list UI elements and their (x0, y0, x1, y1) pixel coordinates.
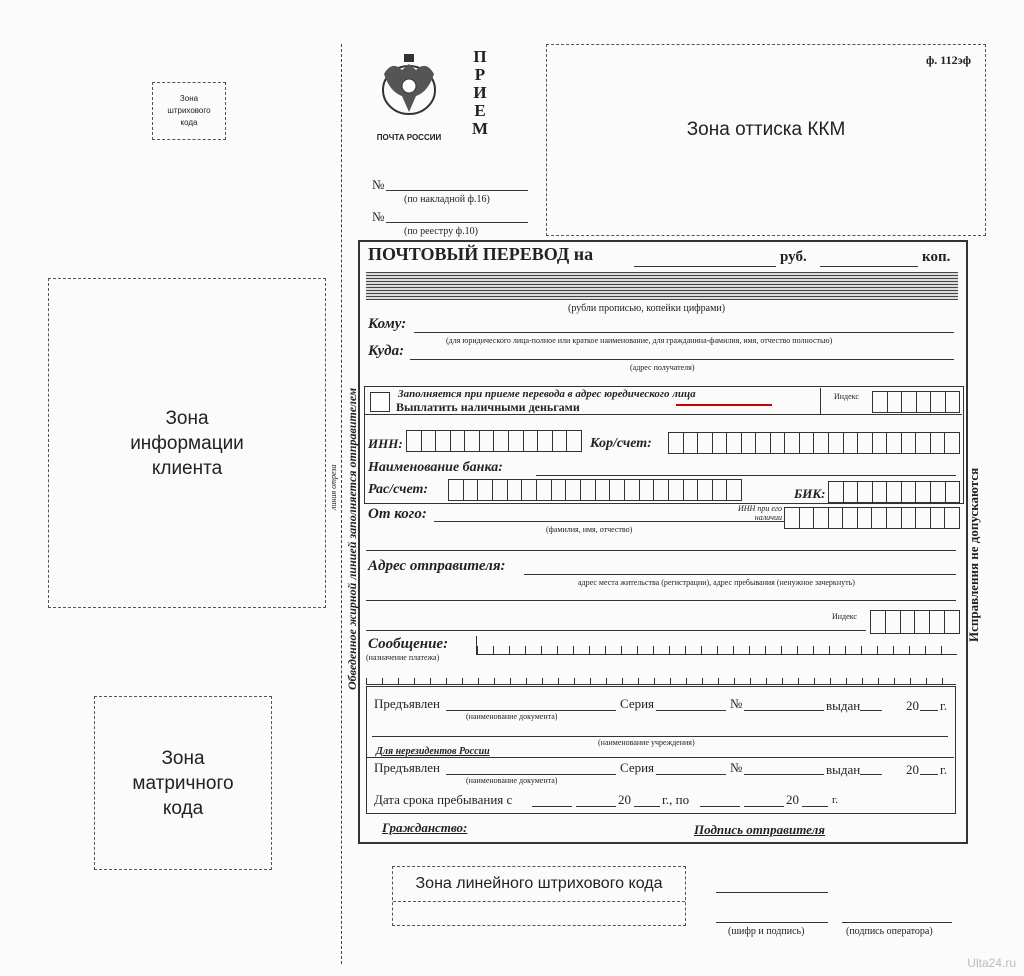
logo-text: ПОЧТА РОССИИ (376, 133, 442, 142)
rasschet-cells[interactable] (448, 479, 742, 501)
where-label: Куда: (368, 343, 405, 359)
matrix-code-zone-label: Зона матричного кода (132, 747, 234, 819)
index-cells-2[interactable] (870, 610, 960, 634)
rasschet-label: Рас/счет: (368, 482, 429, 497)
linear-barcode-zone-label: Зона линейного штрихового кода (415, 875, 663, 892)
stay-year-prefix: 20 (618, 792, 631, 807)
bik-label: БИК: (794, 486, 826, 501)
form-code: ф. 112эф (925, 53, 971, 67)
to-caption: (для юридического лица-полное или краткое наименование, для гражданина-фамилия, имя, отчество полностью) (446, 336, 833, 345)
message-label: Сообщение: (368, 636, 449, 652)
post-logo (376, 52, 442, 142)
year-suffix-2: г. (940, 762, 948, 777)
institution-caption: (наименование учреждения) (598, 738, 695, 747)
number-nakladnaya: № (372, 177, 385, 192)
message-caption: (назначение платежа) (366, 653, 440, 662)
sender-addr-label: Адрес отправителя: (368, 558, 506, 574)
form-title: ПОЧТОВЫЙ ПЕРЕВОД на (368, 244, 594, 264)
index-label: Индекс (834, 392, 859, 401)
amount-words-field[interactable] (366, 272, 958, 300)
cash-checkbox[interactable] (370, 392, 390, 412)
presented-label: Предъявлен (374, 696, 440, 711)
client-info-zone-label: Зона информации клиента (130, 407, 244, 479)
number-reestr: № (372, 209, 385, 224)
amount-caption: (рубли прописью, копейки цифрами) (568, 303, 726, 314)
priem-vertical: П Р И Е М (472, 47, 489, 138)
doc-caption: (наименование документа) (466, 712, 558, 721)
issued-label-2: выдан (826, 762, 861, 777)
no-corrections-text: Исправления не допускаются (966, 467, 981, 642)
matrix-code-zone (94, 696, 272, 870)
stay-period-label: Дата срока пребывания с (374, 792, 513, 807)
stay-year-suffix: г. (832, 794, 839, 806)
inn-label: ИНН: (368, 436, 403, 451)
citizenship-label: Гражданство: (382, 820, 468, 835)
year-prefix: 20 (906, 698, 919, 713)
issued-label: выдан (826, 698, 861, 713)
client-info-zone (48, 278, 326, 608)
to-label: Кому: (368, 316, 407, 332)
from-label: От кого: (368, 506, 427, 522)
number-label-2: № (730, 760, 743, 775)
reestr-caption: (по реестру ф.10) (404, 226, 478, 237)
korschet-cells[interactable] (668, 432, 960, 454)
bik-cells[interactable] (828, 481, 960, 503)
message-ruler[interactable] (476, 636, 957, 655)
linear-barcode-zone (392, 866, 686, 926)
legal-note: Заполняется при приеме перевода в адрес юредического лица (398, 388, 696, 400)
nakladnaya-caption: (по накладной ф.16) (404, 194, 490, 205)
operator-signature-caption: (подпись оператора) (846, 926, 933, 937)
number-label: № (730, 696, 743, 711)
barcode-zone-label: Зона штрихового кода (167, 94, 211, 127)
index-label-2: Индекс (832, 612, 857, 621)
year-suffix: г. (940, 698, 948, 713)
index-cells-1[interactable] (872, 391, 960, 413)
watermark: Ulta24.ru (967, 956, 1016, 970)
cut-line (341, 44, 342, 964)
cash-option: Выплатить наличными деньгами (396, 400, 580, 414)
red-underline (676, 404, 772, 406)
kkm-zone (546, 44, 986, 236)
barcode-zone (152, 82, 226, 140)
kop-label: коп. (922, 249, 951, 265)
nonresidents-label: Для нерезидентов России (376, 746, 490, 757)
cipher-signature-caption: (шифр и подпись) (728, 926, 805, 937)
inn-cells[interactable] (406, 430, 582, 452)
series-label: Серия (620, 696, 655, 711)
kkm-zone-label: Зона оттиска ККМ (686, 119, 846, 140)
presented-label-2: Предъявлен (374, 760, 440, 775)
korschet-label: Кор/счет: (590, 436, 652, 451)
cutline-label: линия отреза (329, 464, 338, 510)
from-caption: (фамилия, имя, отчество) (546, 525, 633, 534)
stay-year-prefix-2: 20 (786, 792, 799, 807)
cutline-text: Обведенное жирной линией заполняется отправителем (345, 387, 359, 690)
stay-to-label: г., по (662, 792, 690, 807)
sender-inn-cells[interactable] (784, 507, 960, 529)
eagle-emblem-icon (376, 52, 442, 124)
bank-label: Наименование банка: (368, 460, 503, 475)
where-caption: (адрес получателя) (630, 363, 695, 372)
sender-addr-caption: адрес места жительства (регистрации), адрес пребывания (ненужное зачеркнуть) (578, 578, 855, 587)
year-prefix-2: 20 (906, 762, 919, 777)
inn-note: ИНН при его наличии (737, 504, 782, 522)
series-label-2: Серия (620, 760, 655, 775)
sender-signature-label: Подпись отправителя (694, 822, 825, 837)
doc-caption-2: (наименование документа) (466, 776, 558, 785)
rub-label: руб. (780, 249, 807, 265)
